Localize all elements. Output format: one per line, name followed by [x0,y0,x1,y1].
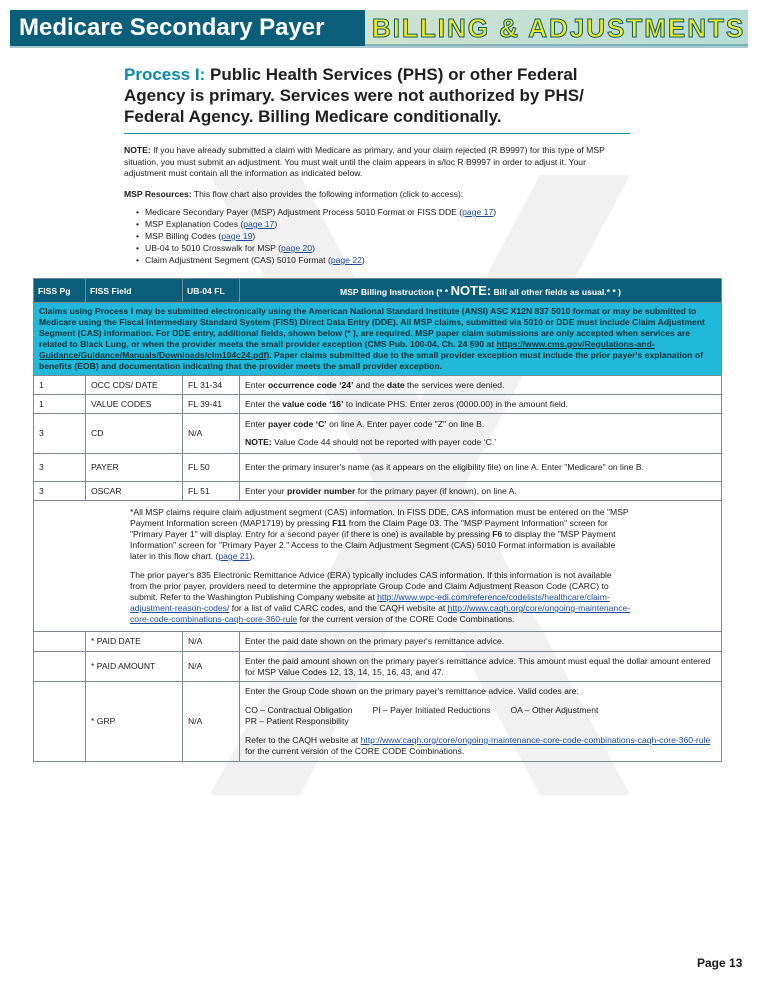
header-title: Medicare Secondary Payer [19,14,325,41]
resources-paragraph [124,189,630,201]
caqh-core-link[interactable]: http://www.caqh.org/core/ongoing-maintenance-core-code-combinations-caqh-core-360-rule [130,603,631,624]
list-item: • UB-04 to 5010 Crosswalk for MSP (page 20) [136,242,630,254]
header-fiss-field: FISS Field [86,279,183,303]
table-row: 3 PAYER FL 50 Enter the primary insurer's name (as it appears on the eligibility file) on line A. Enter "Medicare" on line B. [34,454,722,482]
table-row: * PAID AMOUNT N/A Enter the paid amount shown on the primary payer's remittance advice. This amount must equal the dollar amount entered for MSP Value Codes 12, 13, 14, 15, 16, 43, and 47. [34,652,722,682]
note-paragraph [124,145,630,180]
cas-format-link[interactable]: page 21 [218,551,250,561]
resource-link[interactable]: page 20 [280,243,313,253]
note-text: If you have already submitted a claim with Medicare as primary, and your claim rejected (R B9997) for this type of MSP situation, you must submit an adjustment. You must wait until the claim appears in s/loc R B9997 in order to adjust it. Your adjustment must contain all the information as indicated below. [124,145,605,179]
table-row: 1 VALUE CODES FL 39-41 Enter the value code ‘16’ to indicate PHS. Enter zeros (0000.00) in the amount field. [34,395,722,414]
header-fiss-pg: FISS Pg [34,279,86,303]
resource-link[interactable]: page 22 [330,255,362,265]
resources-list [136,206,630,266]
resources-text: This flow chart also provides the following information (click to access): [193,189,464,199]
process-title [124,64,604,127]
process-description: Public Health Services (PHS) or other Federal Agency is primary. Services were not authorized by PHS/ Federal Agency. Billing Medicare conditionally. [124,65,584,126]
list-item: • MSP Explanation Codes (page 17) [136,218,630,230]
resources-label: MSP Resources: [124,189,192,199]
resource-link[interactable]: page 17 [462,207,494,217]
table-row: 3 OSCAR FL 51 Enter your provider number for the primary payer (if known), on line A. [34,482,722,501]
list-item: • MSP Billing Codes (page 19) [136,230,630,242]
page-number: Page 13 [697,956,743,970]
cas-info-row [34,501,722,632]
header-ub04-fl: UB-04 FL [183,279,240,303]
table-row-grp: * GRP N/A Enter the Group Code shown on the primary payer's remittance advice. Valid codes are: CO – Contractual Obligation PI – Payer Initiated Reductions OA – Other Adjustment PR – Patient Responsibility Refer to the CAQH website at http://www.caqh.org/core/ongoing-maintenance-core-code-combinations-caqh-core-360-rule for the current version of the CORE CODE Combinations. [34,682,722,762]
wpc-carc-link[interactable]: http://www.wpc-edi.com/reference/codelists/healthcare/claim-adjustment-reason-codes/ [130,592,610,613]
note-label: NOTE: [124,145,151,155]
table-row: 1 OCC CDS/ DATE FL 31-34 Enter occurrence code ‘24’ and the date the services were denied. [34,376,722,395]
list-item: • Medicare Secondary Payer (MSP) Adjustment Process 5010 Format or FISS DDE (page 17) [136,206,630,218]
billing-table [33,278,722,762]
intro-row [34,303,722,376]
table-row: * PAID DATE N/A Enter the paid date shown on the primary payer's remittance advice. [34,632,722,652]
cas-info-cell: *All MSP claims require claim adjustment segment (CAS) information. In FISS DDE, CAS information must be entered on the "MSP Payment Information screen (MAP1719) by pressing F11 from the Claim Page 03. The "MSP Payment Information" screen for "Primary Payer 1" will display. Entry for a second payer (if there is one) is available by pressing F6 to display the "MSP Payment Information" screen for "Primary Payer 2." Access to the Claim Adjustment Segment (CAS) 5010 Format information is available later in this flow chart. (page 21). The prior payer's 835 Electronic Remittance Advice (ERA) typically includes CAS information. If this information is not available from the prior payer, providers need to determine the appropriate Group Code and Claim Adjustment Reason Code (CARC) to submit. Refer to the Washington Publishing Company website at http://www.wpc-edi.com/reference/codelists/healthcare/claim-adjustment-reason-codes/ for a list of valid CARC codes, and the CAQH website at http://www.caqh.org/core/ongoing-maintenance-core-code-combinations-caqh-core-360-rule for the current version of the CORE Code Combinations. [34,501,722,632]
page-header [10,10,748,46]
process-label: Process I: [124,65,206,84]
caqh-core-link-2[interactable]: http://www.caqh.org/core/ongoing-maintenance-core-code-combinations-caqh-core-360-rule [360,735,711,745]
cms-manual-link[interactable]: https://www.cms.gov/Regulations-and-Guidance/Guidance/Manuals/Downloads/clm104c24.pdf [39,339,655,360]
list-item: • Claim Adjustment Segment (CAS) 5010 Format (page 22) [136,254,630,266]
header-instruction: MSP Billing Instruction (* * NOTE: Bill all other fields as usual.* * ) [240,279,722,303]
title-divider [124,133,630,134]
resource-link[interactable]: page 17 [243,219,275,229]
intro-cell: Claims using Process I may be submitted electronically using the American National Standard Institute (ANSI) ASC X12N 837 5010 format or may be submitted to Medicare using the Fiscal Intermediary Standard System (FISS) Direct Data Entry (DDE). All MSP claims, submitted via 5010 or DDE must include Claim Adjustment Segment (CAS) information. For DDE entry, additional fields, shown below (* ), are required. MSP paper claim submissions are only accepted when services are related to Black Lung, or when the provider meets the small provider exception (CMS Pub. 100-04, Ch. 24 §90 at https://www.cms.gov/Regulations-and-Guidance/Guidance/Manuals/Downloads/clm104c24.pdf). Paper claims submitted due to the small provider exception must include the prior payer's explanation of benefits (EOB) and documentation indicating that the provider meets the small provider exception. [34,303,722,376]
table-row: 3 CD N/A Enter payer code ‘C’ on line A. Enter payer code "Z" on line B. NOTE: Value Code 44 should not be reported with payer code ‘C.’ [34,414,722,454]
resource-link[interactable]: page 19 [221,231,253,241]
table-header-row [34,279,722,303]
header-section-title: BILLING & ADJUSTMENTS [372,13,746,43]
header-stripe [10,44,748,48]
